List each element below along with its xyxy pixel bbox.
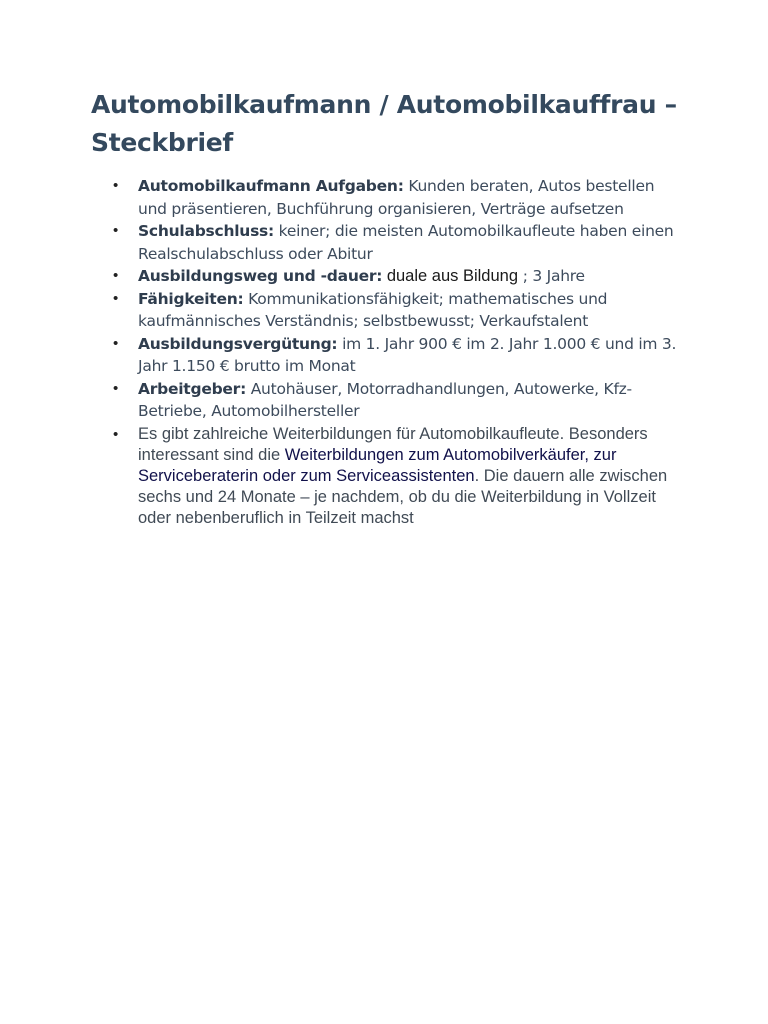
bullet-icon: •	[113, 267, 119, 284]
fact-value: Autohäuser, Motorradhandlungen, Autowerke, Kfz-Betriebe, Automobilhersteller	[138, 379, 632, 420]
further-training-link[interactable]: Weiterbildungen zum Automobilverkäufer, zur Serviceberaterin oder zum Serviceassistenten	[138, 445, 617, 485]
page-title: Automobilkaufmann / Automobilkauffrau – Steckbrief	[91, 90, 677, 157]
bullet-icon: •	[113, 222, 119, 239]
list-item	[113, 288, 683, 333]
fact-value-link[interactable]: duale aus Bildung	[382, 267, 519, 285]
bullet-icon: •	[113, 334, 119, 352]
fact-value: Kunden beraten, Autos bestellen und präsentieren, Buchführung organisieren, Verträge aufsetzen	[138, 177, 655, 218]
list-item	[113, 265, 683, 288]
further-training-item	[113, 424, 683, 529]
bullet-icon: •	[113, 425, 119, 443]
fact-label: Schulabschluss:	[138, 222, 274, 240]
list-item	[113, 378, 683, 423]
fact-label: Arbeitgeber:	[138, 379, 247, 398]
fact-value: Kommunikationsfähigkeit; mathematisches und kaufmännisches Verständnis; selbstbewusst; Verkaufstalent	[138, 289, 608, 330]
fact-label: Ausbildungsweg und -dauer:	[138, 267, 383, 285]
further-training-intro: Es gibt zahlreiche Weiterbildungen für Automobilkaufleute. Besonders interessant sind die	[138, 424, 648, 464]
fact-label: Automobilkaufmann Aufgaben:	[138, 177, 404, 195]
fact-value: keiner; die meisten Automobilkaufleute haben einen Realschulabschluss oder Abitur	[138, 222, 674, 263]
fact-label: Ausbildungsvergütung:	[138, 334, 338, 353]
fact-list	[113, 175, 683, 529]
list-item	[113, 220, 683, 265]
fact-value: ; 3 Jahre	[518, 267, 585, 285]
bullet-icon: •	[113, 379, 119, 397]
list-item	[113, 333, 683, 378]
bullet-icon: •	[113, 289, 119, 307]
fact-value: im 1. Jahr 900 € im 2. Jahr 1.000 € und im 3. Jahr 1.150 € brutto im Monat	[138, 334, 677, 375]
further-training-outro: . Die dauern alle zwischen sechs und 24 Monate – je nachdem, ob du die Weiterbildung in Vollzeit oder nebenberuflich in Teilzeit machst	[138, 466, 668, 527]
bullet-icon: •	[113, 177, 119, 194]
fact-label: Fähigkeiten:	[138, 289, 244, 308]
list-item	[113, 175, 683, 220]
